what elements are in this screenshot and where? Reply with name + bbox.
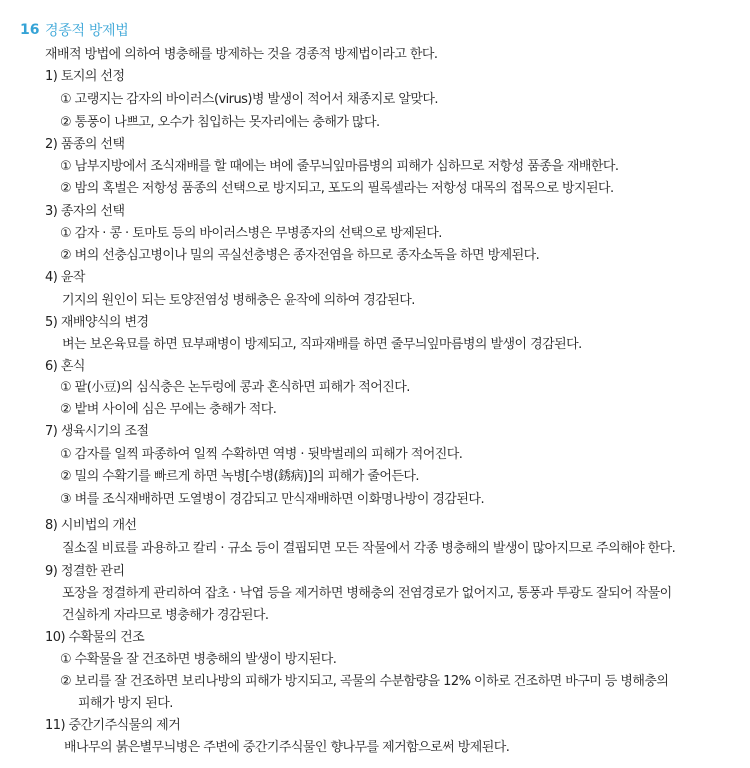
heading-6: 6) 혼식	[45, 359, 85, 374]
item-8-line-1: 질소질 비료를 과용하고 칼리 · 규소 등이 결핍되면 모든 작물에서 각종 병충해의 발생이 많아지므로 주의해야 한다.	[62, 541, 676, 556]
item-10-line-1: ① 수확물을 잘 건조하면 병충해의 발생이 방지된다.	[60, 652, 337, 667]
heading-11: 11) 중간기주식물의 제거	[45, 718, 181, 733]
heading-3: 3) 종자의 선택	[45, 204, 125, 219]
section-title: 경종적 방제법	[45, 23, 129, 39]
heading-1: 1) 토지의 선정	[45, 69, 125, 84]
heading-7: 7) 생육시기의 조절	[45, 424, 149, 439]
item-6-line-2: ② 밭벼 사이에 심은 무에는 충해가 적다.	[60, 402, 277, 417]
item-2-line-2: ② 밤의 혹벌은 저항성 품종의 선택으로 방지되고, 포도의 필록셀라는 저항성 대목의 접목으로 방지된다.	[60, 181, 614, 196]
item-3-line-1: ① 감자 · 콩 · 토마토 등의 바이러스병은 무병종자의 선택으로 방제된다.	[60, 226, 442, 241]
item-3-line-2: ② 벼의 선충심고병이나 밀의 곡실선충병은 종자전염을 하므로 종자소독을 하면 방제된다.	[60, 248, 540, 263]
item-1-line-1: ① 고랭지는 감자의 바이러스(virus)병 발생이 적어서 채종지로 알맞다.	[60, 92, 438, 107]
item-7-line-3: ③ 벼를 조식재배하면 도열병이 경감되고 만식재배하면 이화명나방이 경감된다.	[60, 492, 485, 507]
item-1-line-2: ② 통풍이 나쁘고, 오수가 침입하는 못자리에는 충해가 많다.	[60, 115, 380, 130]
heading-9: 9) 정결한 관리	[45, 564, 125, 579]
item-9-line-1: 포장을 정결하게 관리하여 잡초 · 낙엽 등을 제거하면 병해충의 전염경로가 없어지고, 통풍과 투광도 잘되어 작물이	[62, 586, 672, 601]
intro-text: 재배적 방법에 의하여 병충해를 방제하는 것을 경종적 방제법이라고 한다.	[45, 47, 438, 62]
item-4-line-1: 기지의 원인이 되는 토양전염성 병해충은 윤작에 의하여 경감된다.	[62, 293, 415, 308]
heading-2: 2) 품종의 선택	[45, 137, 125, 152]
heading-5: 5) 재배양식의 변경	[45, 315, 149, 330]
item-6-line-1: ① 팥(小豆)의 심식충은 논두렁에 콩과 혼식하면 피해가 적어진다.	[60, 380, 410, 395]
item-2-line-1: ① 남부지방에서 조식재배를 할 때에는 벼에 줄무늬잎마름병의 피해가 심하므로 저항성 품종을 재배한다.	[60, 159, 619, 174]
section-number: 16	[20, 22, 40, 38]
item-7-line-2: ② 밀의 수확기를 빠르게 하면 녹병[수병(銹病)]의 피해가 줄어든다.	[60, 469, 419, 484]
heading-4: 4) 윤작	[45, 270, 85, 285]
item-7-line-1: ① 감자를 일찍 파종하여 일찍 수확하면 역병 · 뒷박벌레의 피해가 적어진다.	[60, 447, 463, 462]
item-5-line-1: 벼는 보온육묘를 하면 묘부패병이 방제되고, 직파재배를 하면 줄무늬잎마름병의 발생이 경감된다.	[62, 337, 582, 352]
heading-8: 8) 시비법의 개선	[45, 518, 137, 533]
item-11-line-1: 배나무의 붉은별무늬병은 주변에 중간기주식물인 향나무를 제거함으로써 방제된다.	[64, 740, 510, 755]
item-10-line-3: 피해가 방지 된다.	[78, 696, 173, 711]
item-10-line-2: ② 보리를 잘 건조하면 보리나방의 피해가 방지되고, 곡물의 수분함량을 12% 이하로 건조하면 바구미 등 병해충의	[60, 674, 669, 689]
item-9-line-2: 건실하게 자라므로 병충해가 경감된다.	[62, 608, 269, 623]
heading-10: 10) 수확물의 건조	[45, 630, 145, 645]
